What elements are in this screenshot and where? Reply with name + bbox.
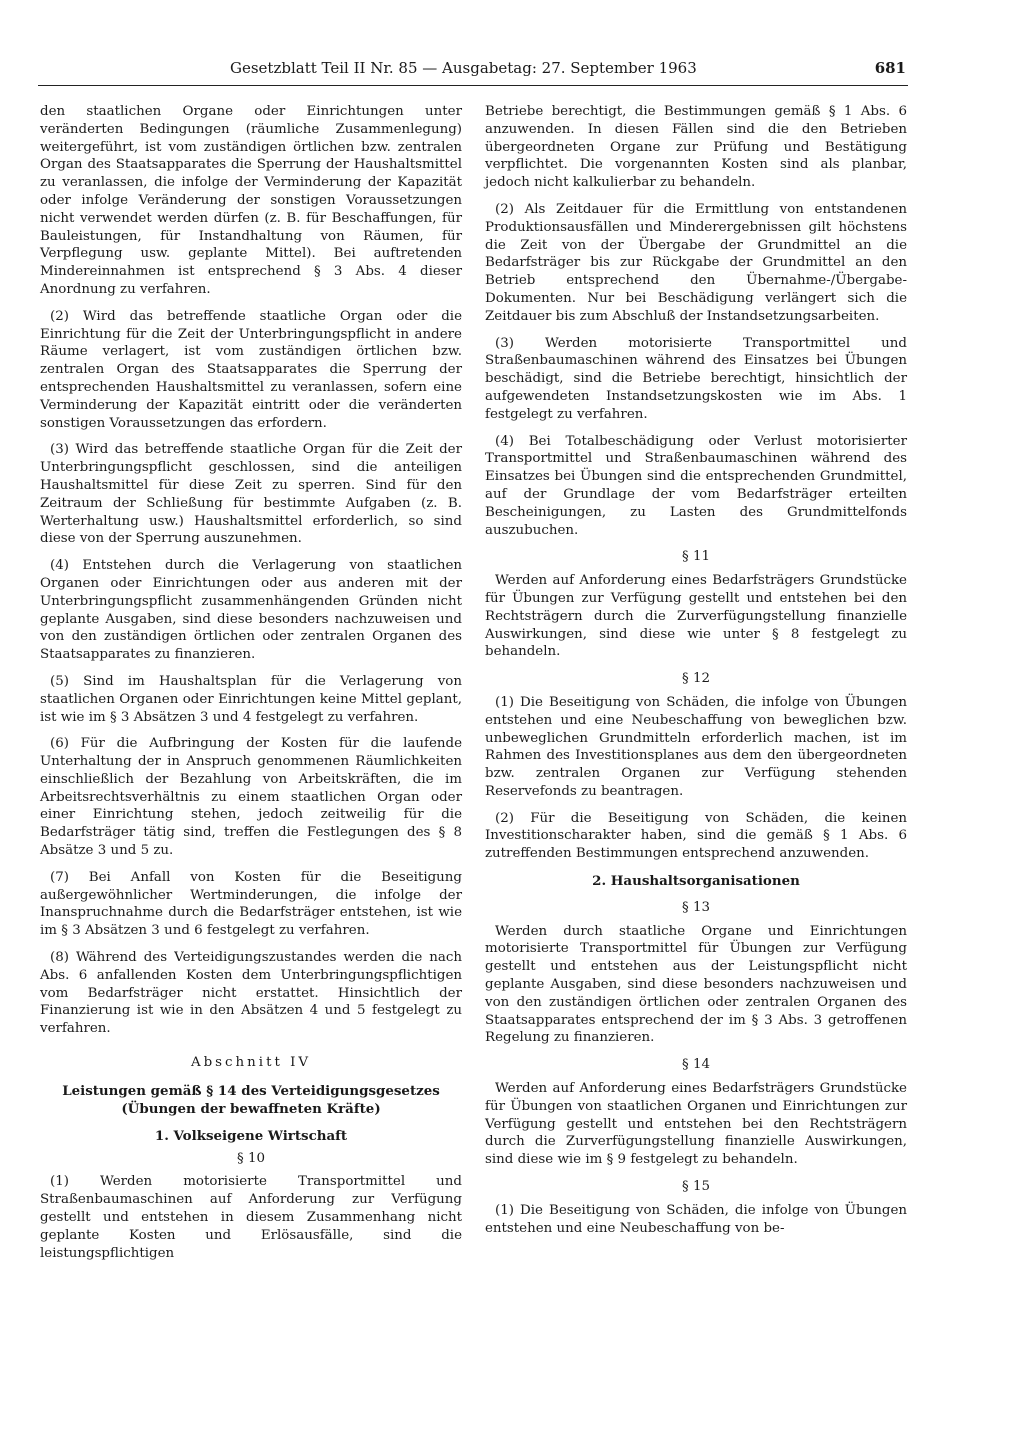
running-title: Gesetzblatt Teil II Nr. 85 — Ausgabetag: 27. September 1963 (230, 59, 697, 77)
paragraph: Werden auf Anforderung eines Bedarfsträgers Grundstücke für Übungen zur Verfügung gestellt und entstehen bei den Rechtsträgern durch die Zurverfügungstellung finanzielle Auswirkungen, sind diese wie unter § 8 festgelegt zu behandeln. (485, 573, 907, 660)
paragraph-number: § 10 (237, 1150, 265, 1166)
section-title-line: Leistungen gemäß § 14 des Verteidigungsgesetzes (62, 1082, 440, 1099)
paragraph: den staatlichen Organe oder Einrichtungen unter veränderten Bedingungen (räumliche Zusammenlegung) weitergeführt, ist vom zuständigen örtlichen bzw. zentralen Organ des Staatsapparates die Sperrung der Haushaltsmittel zu veranlassen, die infolge der Verminderung der Kapazität oder infolge Veränderung der sonstigen Voraussetzungen nicht verwendet werden dürfen (z. B. für Beschaffungen, für Bauleistungen, für Instandhaltung von Räumen, für Verpflegung usw. geplante Mittel). Bei auftretenden Mindereinnahmen ist entsprechend § 3 Abs. 4 dieser Anordnung zu verfahren. (40, 104, 462, 297)
page-number: 681 (874, 59, 906, 77)
paragraph-number: § 15 (682, 1179, 710, 1195)
left-column (40, 103, 462, 1271)
right-column (485, 103, 907, 1246)
section-heading: Abschnitt IV (190, 1055, 312, 1071)
page-header (38, 55, 908, 86)
paragraph: (2) Wird das betreffende staatliche Organ oder die Einrichtung für die Zeit der Unterbringungspflicht in andere Räume verlagert, ist vom zuständigen örtlichen bzw. zentralen Organ des Staatsapparates die Sperrung der entsprechenden Haushaltsmittel zu veranlassen, sofern eine Verminderung der Kapazität eintritt oder die veränderten sonstigen Voraussetzungen das erfordern. (40, 308, 462, 431)
paragraph-number: § 13 (682, 899, 710, 915)
paragraph-number: § 11 (682, 549, 710, 565)
subsection-heading: 2. Haushaltsorganisationen (592, 873, 800, 890)
paragraph: (4) Bei Totalbeschädigung oder Verlust motorisierter Transportmittel und Straßenbaumaschinen während des Einsatzes bei Übungen sind die entsprechenden Grundmittel, auf der Grundlage der vom Bedarfsträger erteilten Bescheinigungen, zu Lasten des Grundmittelfonds auszubuchen. (485, 433, 907, 538)
paragraph-number: § 14 (682, 1057, 710, 1073)
paragraph: Werden auf Anforderung eines Bedarfsträgers Grundstücke für Übungen von staatlichen Organen und Einrichtungen zur Verfügung gestellt und entstehen bei den Rechtsträgern durch die Zurverfügungstellung finanzielle Auswirkungen, sind diese wie im § 9 festgelegt zu behandeln. (485, 1081, 907, 1168)
paragraph: (1) Die Beseitigung von Schäden, die infolge von Übungen entstehen und eine Neubeschaffung von beweglichen bzw. unbeweglichen Grundmitteln erforderlich machen, ist im Rahmen des Investitionsplanes aus dem den übergeordneten bzw. zentralen Organen zur Verfügung stehenden Reservefonds zu beantragen. (485, 694, 907, 799)
section-title-line: (Übungen der bewaffneten Kräfte) (121, 1100, 381, 1117)
subsection-heading: 1. Volkseigene Wirtschaft (154, 1127, 348, 1144)
paragraph: (3) Wird das betreffende staatliche Organ für die Zeit der Unterbringungspflicht geschlossen, sind die anteiligen Haushaltsmittel für diese Zeit zu sperren. Sind für den Zeitraum der Schließung für bestimmte Aufgaben (z. B. Werterhaltung usw.) Haushaltsmittel erforderlich, so sind diese von der Sperrung auszunehmen. (40, 442, 462, 547)
paragraph: Betriebe berechtigt, die Bestimmungen gemäß § 1 Abs. 6 anzuwenden. In diesen Fällen sind die den Betrieben übergeordneten Organe zur Prüfung und Bestätigung verpflichtet. Die vorgenannten Kosten sind als planbar, jedoch nicht kalkulierbar zu behandeln. (485, 104, 907, 191)
paragraph: (5) Sind im Haushaltsplan für die Verlagerung von staatlichen Organen oder Einrichtungen keine Mittel geplant, ist wie im § 3 Absätzen 3 und 4 festgelegt zu verfahren. (40, 673, 462, 725)
paragraph: (1) Die Beseitigung von Schäden, die infolge von Übungen entstehen und eine Neubeschaffung von be- (485, 1202, 907, 1236)
paragraph: (8) Während des Verteidigungszustandes werden die nach Abs. 6 anfallenden Kosten dem Unterbringungspflichtigen vom Bedarfsträger nicht erstattet. Hinsichtlich der Finanzierung ist wie in den Absätzen 4 und 5 festgelegt zu verfahren. (40, 950, 462, 1037)
paragraph: (2) Für die Beseitigung von Schäden, die keinen Investitionscharakter haben, sind die gemäß § 1 Abs. 6 zutreffenden Bestimmungen entsprechend anzuwenden. (485, 810, 907, 862)
paragraph: (6) Für die Aufbringung der Kosten für die laufende Unterhaltung der in Anspruch genommenen Räumlichkeiten einschließlich der Bezahlung von Arbeitskräften, die im Arbeitsrechtsverhältnis zu einem staatlichen Organ oder einer Einrichtung stehen, jedoch zeitweilig für die Bedarfsträger tätig sind, treffen die Festlegungen des § 8 Absätze 3 und 5 zu. (40, 736, 462, 859)
section-title (40, 1082, 462, 1118)
paragraph: Werden durch staatliche Organe und Einrichtungen motorisierte Transportmittel für Übungen zur Verfügung gestellt und entstehen aus der Leistungspflicht nicht geplante Ausgaben, sind diese besonders nachzuweisen und von den zuständigen örtlichen oder zentralen Organen des Staatsapparates entsprechend der im § 3 Abs. 3 getroffenen Regelung zu finanzieren. (485, 923, 907, 1046)
paragraph: (3) Werden motorisierte Transportmittel und Straßenbaumaschinen während des Einsatzes bei Übungen beschädigt, sind die Betriebe berechtigt, hinsichtlich der aufgewendeten Instandsetzungskosten wie im Abs. 1 festgelegt zu verfahren. (485, 335, 907, 422)
paragraph: (1) Werden motorisierte Transportmittel und Straßenbaumaschinen auf Anforderung zur Verfügung gestellt und entstehen in diesem Zusammenhang nicht geplante Kosten und Erlösausfälle, sind die leistungspflichtigen (40, 1174, 462, 1261)
paragraph: (2) Als Zeitdauer für die Ermittlung von entstandenen Produktionsausfällen und Minderergebnissen gilt höchstens die Zeit von der Übergabe der Grundmittel an die Bedarfsträger bis zur Rückgabe der Grundmittel an den Betrieb entsprechend den Übernahme-/Übergabe-Dokumenten. Nur bei Beschädigung verlängert sich die Zeitdauer bis zum Abschluß der Instandsetzungsarbeiten. (485, 201, 907, 324)
paragraph: (4) Entstehen durch die Verlagerung von staatlichen Organen oder Einrichtungen oder aus anderen mit der Unterbringungspflicht zusammenhängenden Gründen nicht geplante Ausgaben, sind diese besonders nachzuweisen und von den zuständigen örtlichen oder zentralen Organen des Staatsapparates zu finanzieren. (40, 558, 462, 663)
paragraph: (7) Bei Anfall von Kosten für die Beseitigung außergewöhnlicher Wertminderungen, die infolge der Inanspruchnahme durch die Bedarfsträger entstehen, ist wie im § 3 Absätzen 3 und 6 festgelegt zu verfahren. (40, 869, 462, 939)
paragraph-number: § 12 (682, 671, 710, 687)
